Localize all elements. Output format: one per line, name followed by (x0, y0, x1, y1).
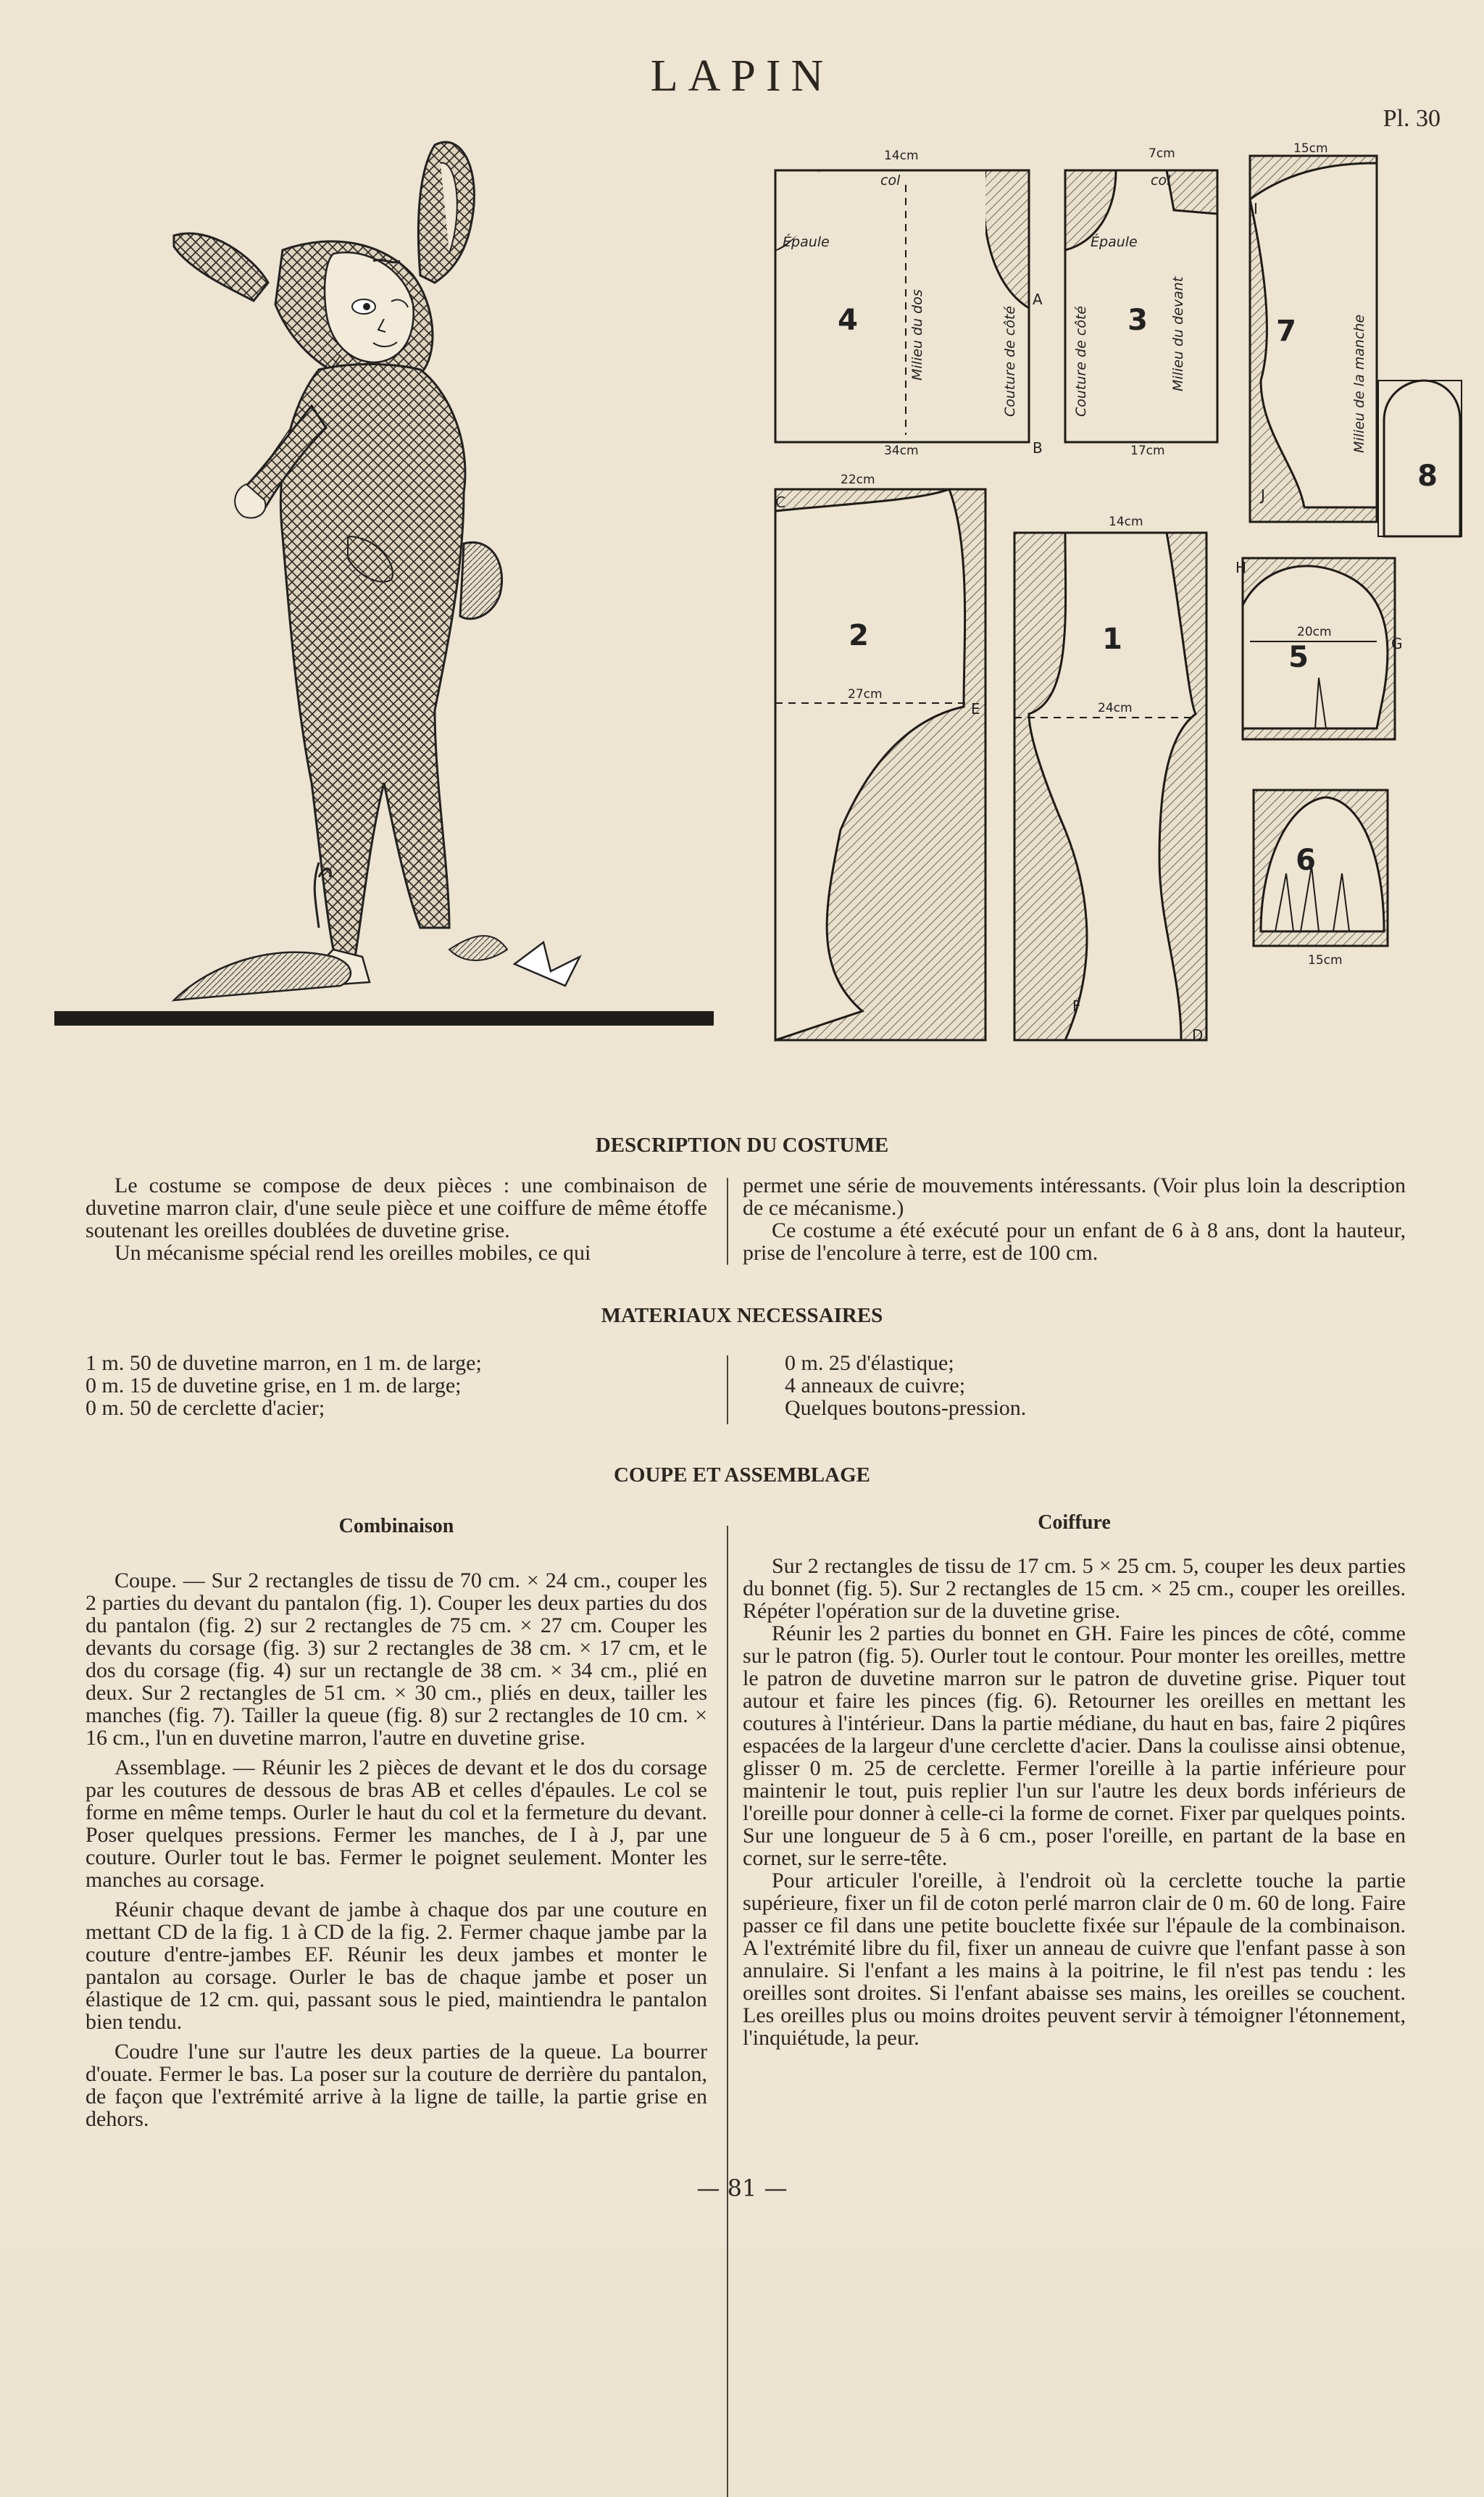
dim-4-width-bottom: 34cm (884, 444, 919, 458)
piece-number-4: 4 (838, 304, 858, 337)
label-milieu-devant: Milieu du devant (1170, 276, 1186, 391)
text-page (0, 1073, 1484, 2248)
point-D: D (1192, 1026, 1204, 1044)
material-item: 0 m. 50 de cerclette d'acier; (86, 1396, 325, 1420)
combinaison-paragraph: Coupe. — Sur 2 rectangles de tissu de 70 cm. × 24 cm., couper les 2 parties du devant du pantalon (fig. 1). Couper les deux parties du dos du pantalon (fig. 2) sur 2 rectangles de 75 cm. × 27 cm. Couper les devants du corsage (fig. 3) sur 2 rectangles de 38 cm. × 17 cm, et le dos du corsage (fig. 4) sur un rectangle de 38 cm. × 34 cm., plié en deux. Sur 2 rectangles de 51 cm. × 30 cm., pliés en deux, tailler les manches (fig. 7). Tailler la queue (fig. 8) sur 2 rectangles de 10 cm. × 16 cm., l'un en duvetine marron, l'autre en duvetine grise. (86, 1569, 707, 1750)
description-left-column (86, 1174, 707, 1264)
description-paragraph: Un mécanisme spécial rend les oreilles mobiles, ce qui (114, 1241, 591, 1265)
point-F: F (1072, 997, 1081, 1015)
pattern-diagram (754, 141, 1471, 1055)
point-I: I (1254, 200, 1258, 217)
material-item: Quelques boutons-pression. (785, 1396, 1027, 1420)
label-epaule-3: Épaule (1091, 234, 1138, 250)
dim-1-width: 14cm (1109, 515, 1143, 529)
coiffure-heading: Coiffure (1038, 1511, 1111, 1534)
dim-1-knee: 24cm (1098, 701, 1133, 715)
piece-number-3: 3 (1127, 304, 1148, 337)
label-epaule-4: Épaule (783, 234, 830, 250)
assembly-title: COUPE ET ASSEMBLAGE (613, 1463, 870, 1487)
dim-2-width: 22cm (841, 473, 875, 487)
piece-number-8: 8 (1417, 460, 1438, 493)
coiffure-paragraph: Sur 2 rectangles de tissu de 17 cm. 5 × 25 cm. 5, couper les deux parties du bonnet (fig. 5). Sur 2 rectangles de 15 cm. × 25 cm., couper les oreilles. Répéter l'opération sur de la duvetine grise. (743, 1554, 1406, 1623)
point-J: J (1261, 486, 1265, 504)
combinaison-paragraph: Coudre l'une sur l'autre les deux parties de la queue. La bourrer d'ouate. Fermer le bas. La poser sur la couture de derrière du pantalon, de façon que l'extrémité arrive à la ligne de taille, la partie grise en dehors. (86, 2040, 707, 2131)
dim-6-width: 15cm (1308, 953, 1343, 968)
piece-number-5: 5 (1288, 641, 1309, 674)
column-divider (727, 1355, 728, 1424)
pattern-piece-8 (1378, 381, 1462, 536)
coiffure-paragraph: Pour articuler l'oreille, à l'endroit où la cerclette touche la partie supérieure, fixer un fil de coton perlé marron clair de 0 m. 60 de long. Faire passer ce fil dans une petite bouclette fixée sur l'épaule de la combinaison. A l'extrémité libre du fil, fixer un anneau de cuivre que l'enfant passe à son annulaire. Si l'enfant a les mains à la poitrine, le fil n'est pas tendu : les oreilles sont droites. Si l'enfant abaisse ses mains, les oreilles se couchent. Les oreilles plus ou moins droites peuvent servir à témoigner l'étonnement, l'inquiétude, la peur. (743, 1869, 1406, 2050)
label-couture-cote-4: Couture de côté (1002, 306, 1018, 417)
combinaison-heading: Combinaison (338, 1515, 454, 1537)
description-paragraph: permet une série de mouvements intéressants. (Voir plus loin la description de ce mécanisme.) (743, 1173, 1406, 1220)
combinaison-paragraph: Assemblage. — Réunir les 2 pièces de devant et le dos du corsage par les coutures de dessous de bras AB et celles d'épaules. Le col se forme en même temps. Ourler le haut du col et la fermeture du devant. Poser quelques pressions. Fermer les manches, de I à J, par une couture. Ourler tout le bas. Fermer le poignet seulement. Monter les manches au corsage. (86, 1756, 707, 1892)
left-ear (174, 233, 268, 301)
plate-title: LAPIN (650, 51, 834, 101)
dim-4-width-top: 14cm (884, 149, 919, 163)
body (280, 365, 464, 957)
point-A: A (1033, 291, 1043, 308)
combinaison-paragraph: Réunir chaque devant de jambe à chaque dos par une couture en mettant CD de la fig. 1 à CD de la fig. 2. Fermer chaque jambe par la couture d'entre-jambes EF. Réunir les deux jambes et monter le pantalon au corsage. Ourler le bas de chaque jambe et poser un élastique de 12 cm. qui, passant sous le pied, maintiendra le pantalon bien tendu. (86, 1898, 707, 2034)
dim-3-width: 17cm (1130, 444, 1165, 458)
description-right-column (743, 1174, 1406, 1264)
description-paragraph: Le costume se compose de deux pièces : une combinaison de duvetine marron clair, d'une seule pièce et une coiffure de même étoffe soutenant les oreilles doublées de duvetine grise. (86, 1173, 707, 1242)
materials-left-list (86, 1352, 707, 1419)
column-divider (727, 1526, 728, 2497)
material-item: 0 m. 15 de duvetine grise, en 1 m. de large; (86, 1374, 462, 1397)
material-item: 4 anneaux de cuivre; (785, 1374, 966, 1397)
dim-2-knee: 27cm (848, 687, 883, 702)
materials-right-list (785, 1352, 1401, 1419)
point-B: B (1033, 439, 1043, 457)
piece-number-6: 6 (1296, 844, 1316, 877)
label-col-4: col (880, 173, 901, 188)
description-title: DESCRIPTION DU COSTUME (595, 1134, 889, 1157)
pattern-piece-6 (1254, 790, 1388, 946)
dim-3-col: 7cm (1149, 146, 1175, 161)
point-C: C (775, 494, 785, 511)
point-G: G (1391, 635, 1403, 652)
pattern-piece-2 (775, 489, 985, 1040)
label-milieu-manche: Milieu de la manche (1351, 314, 1367, 453)
material-item: 0 m. 25 d'élastique; (785, 1351, 954, 1375)
material-item: 1 m. 50 de duvetine marron, en 1 m. de large; (86, 1351, 482, 1375)
label-milieu-dos: Milieu du dos (909, 289, 925, 381)
dim-5-width: 20cm (1297, 625, 1332, 639)
point-H: H (1235, 559, 1247, 576)
point-E: E (971, 700, 980, 718)
piece-number-1: 1 (1102, 623, 1122, 656)
description-paragraph: Ce costume a été exécuté pour un enfant de 6 à 8 ans, dont la hauteur, prise de l'encolure à terre, est de 100 cm. (743, 1218, 1406, 1265)
pattern-piece-1 (1014, 533, 1206, 1040)
combinaison-column (86, 1569, 707, 2130)
label-col-3: col (1151, 173, 1171, 188)
pattern-piece-5 (1243, 558, 1395, 739)
piece-number-7: 7 (1276, 315, 1296, 348)
dim-7-width: 15cm (1293, 141, 1328, 156)
page-number: — 81 — (696, 2174, 788, 2202)
materials-title: MATERIAUX NECESSAIRES (601, 1304, 883, 1327)
ground-bar (54, 1011, 714, 1026)
plate-number: Pl. 30 (1383, 105, 1441, 132)
label-couture-cote-3: Couture de côté (1073, 306, 1089, 417)
coiffure-paragraph: Réunir les 2 parties du bonnet en GH. Faire les pinces de côté, comme sur le patron (fig. 5). Ourler tout le contour. Pour monter les oreilles, mettre le patron de duvetine marron sur le patron de duvetine grise. Piquer tout autour et faire les pinces (fig. 6). Retourner les oreilles en mettant les coutures à l'intérieur. Dans la partie médiane, du haut en bas, faire 2 piqûres espacées de la largeur d'une cerclette d'acier. Dans la coulisse ainsi obtenue, glisser 0 m. 25 de cerclette. Fermer l'oreille à la partie inférieure pour maintenir le tout, puis replier l'un sur l'autre les deux bords inférieurs de l'oreille pour donner à celle-ci la forme de cornet. Fixer par quelques points. Sur une longueur de 5 à 6 cm., poser l'oreille, en partant de la base en cornet, sur le serre-tête. (743, 1621, 1406, 1870)
rabbit-costume-illustration (43, 130, 725, 1036)
coiffure-column (743, 1555, 1406, 2049)
costume-plate (0, 0, 1484, 1073)
piece-number-2: 2 (849, 619, 869, 652)
tail (460, 542, 502, 618)
pattern-piece-4 (775, 170, 1029, 442)
column-divider (727, 1178, 728, 1265)
